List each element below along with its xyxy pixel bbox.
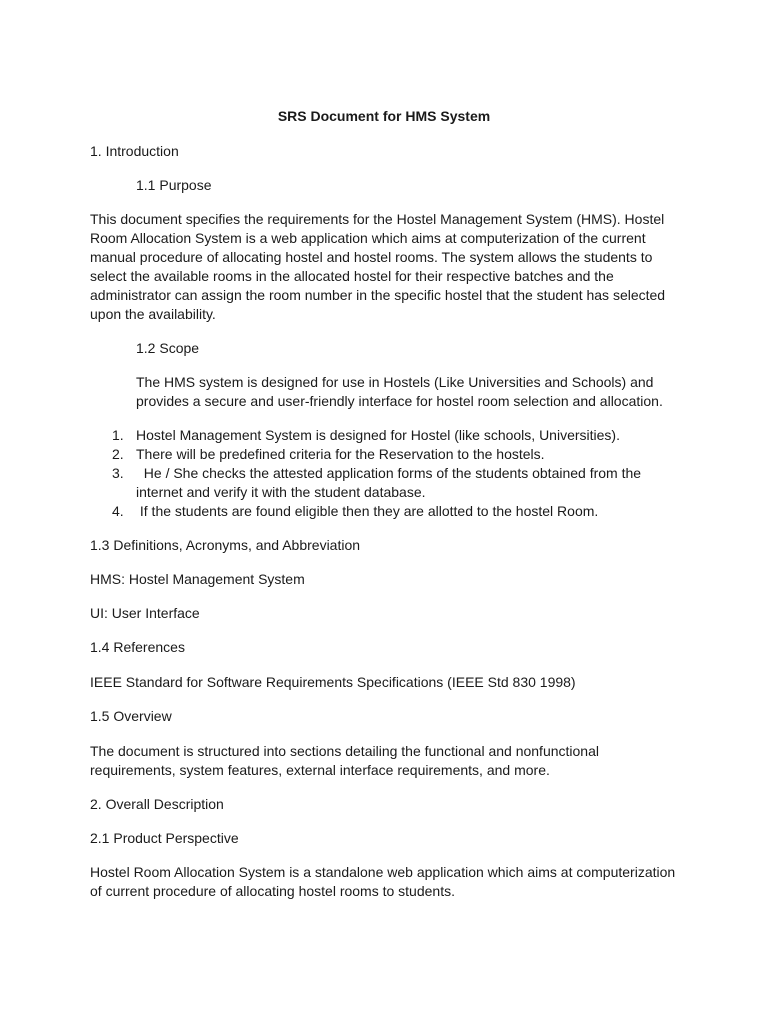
purpose-line: select the available rooms in the allocated hostel for their respective batches and the — [90, 268, 614, 284]
purpose-line: Room Allocation System is a web application which aims at computerization of the current — [90, 230, 646, 246]
heading-introduction: 1. Introduction — [90, 143, 179, 159]
overview-line: The document is structured into sections detailing the functional and nonfunctional — [90, 743, 599, 759]
list-item-text: internet and verify it with the student database. — [136, 484, 426, 500]
heading-references: 1.4 References — [90, 639, 185, 655]
list-item-number: 1. — [112, 427, 124, 443]
list-item — [90, 502, 670, 521]
document-title: SRS Document for HMS System — [277, 108, 491, 124]
perspective-line: of current procedure of allocating hostel rooms to students. — [90, 883, 455, 899]
reference-item: IEEE Standard for Software Requirements Specifications (IEEE Std 830 1998) — [90, 674, 576, 690]
overview-line: requirements, system features, external interface requirements, and more. — [90, 762, 550, 778]
definition-ui: UI: User Interface — [90, 605, 200, 621]
heading-product-perspective: 2.1 Product Perspective — [90, 830, 239, 846]
purpose-line: upon the availability. — [90, 306, 216, 322]
heading-purpose: 1.1 Purpose — [136, 177, 212, 193]
list-item-text: There will be predefined criteria for the Reservation to the hostels. — [136, 446, 545, 462]
purpose-line: This document specifies the requirements for the Hostel Management System (HMS). Hostel — [90, 211, 665, 227]
heading-overview: 1.5 Overview — [90, 708, 172, 724]
definition-hms: HMS: Hostel Management System — [90, 571, 305, 587]
scope-line: The HMS system is designed for use in Hostels (Like Universities and Schools) and — [136, 374, 654, 390]
list-item-text: If the students are found eligible then they are allotted to the hostel Room. — [136, 503, 599, 519]
list-item-text: Hostel Management System is designed for Hostel (like schools, Universities). — [136, 427, 620, 443]
heading-scope: 1.2 Scope — [136, 340, 200, 356]
scope-paragraph — [136, 373, 696, 411]
list-item-number: 2. — [112, 446, 124, 462]
overview-paragraph — [90, 742, 690, 780]
purpose-line: manual procedure of allocating hostel and hostel rooms. The system allows the students to — [90, 249, 653, 265]
perspective-line: Hostel Room Allocation System is a standalone web application which aims at computerization — [90, 864, 676, 880]
purpose-line: administrator can assign the room number in the specific hostel that the student has selected — [90, 287, 666, 303]
list-item — [90, 426, 670, 445]
heading-overall-description: 2. Overall Description — [90, 796, 224, 812]
list-item-number: 4. — [112, 503, 124, 519]
scope-line: provides a secure and user-friendly interface for hostel room selection and allocation. — [136, 393, 663, 409]
list-item-text: He / She checks the attested application forms of the students obtained from the — [136, 465, 642, 481]
purpose-paragraph — [90, 210, 690, 324]
list-item — [90, 445, 670, 464]
list-item — [90, 464, 670, 502]
list-item-number: 3. — [112, 465, 124, 481]
perspective-paragraph — [90, 863, 690, 901]
heading-definitions: 1.3 Definitions, Acronyms, and Abbreviation — [90, 537, 361, 553]
scope-numbered-list — [90, 426, 670, 521]
